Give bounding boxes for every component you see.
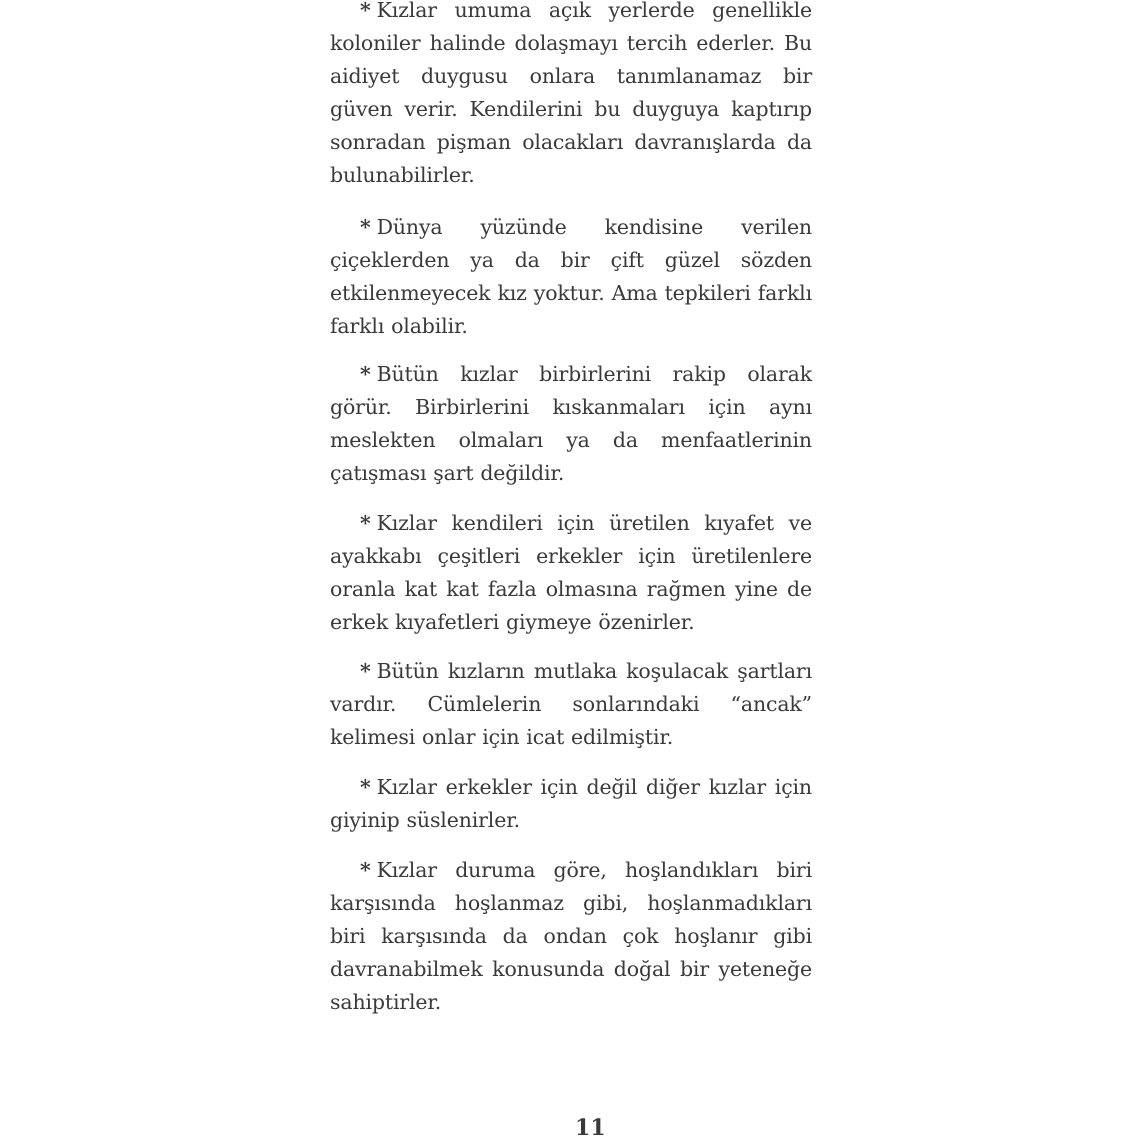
page-number: 11 [575,1115,606,1141]
paragraph-1 [330,0,812,192]
paragraph-text: Kızlar umuma açık yerlerde genellikle koloniler halinde dolaşmayı tercih ederler. Bu aidiyet duygusu onlara tanımlanamaz bir güven verir. Kendilerini bu duyguya kaptırıp sonradan pişman olacakları davranışlarda da bulunabilirler. [330,0,812,187]
paragraph-text: Kızlar duruma göre, hoşlandıkları biri karşısında hoşlanmaz gibi, hoşlanmadıkları biri karşısında da ondan çok hoşlanır gibi davranabilmek konusunda doğal bir yeteneğe sahiptirler. [330,858,812,1014]
paragraph-6 [330,771,812,837]
paragraph-text: Bütün kızların mutlaka koşulacak şartları vardır. Cümlelerin sonlarındaki “ancak” kelimesi onlar için icat edilmiştir. [330,659,812,749]
book-page [330,0,812,1140]
bullet-asterisk: * [360,215,371,239]
bullet-asterisk: * [360,362,371,386]
paragraph-2 [330,211,812,343]
bullet-asterisk: * [360,0,371,22]
paragraph-text: Dünya yüzünde kendisine verilen çiçeklerden ya da bir çift güzel sözden etkilenmeyecek kız yoktur. Ama tepkileri farklı farklı olabilir. [330,215,812,338]
paragraph-text: Kızlar erkekler için değil diğer kızlar için giyinip süslenirler. [330,775,812,832]
bullet-asterisk: * [360,511,371,535]
bullet-asterisk: * [360,659,371,683]
paragraph-text: Bütün kızlar birbirlerini rakip olarak görür. Birbirlerini kıskanmaları için aynı meslekten olmaları ya da menfaatlerinin çatışması şart değildir. [330,362,812,485]
bullet-asterisk: * [360,858,371,882]
paragraph-text: Kızlar kendileri için üretilen kıyafet ve ayakkabı çeşitleri erkekler için üretilenlere oranla kat kat fazla olmasına rağmen yine de erkek kıyafetleri giymeye özenirler. [330,511,812,634]
paragraph-4 [330,507,812,639]
bullet-asterisk: * [360,775,371,799]
paragraph-7 [330,854,812,1019]
paragraph-5 [330,655,812,754]
paragraph-3 [330,358,812,490]
